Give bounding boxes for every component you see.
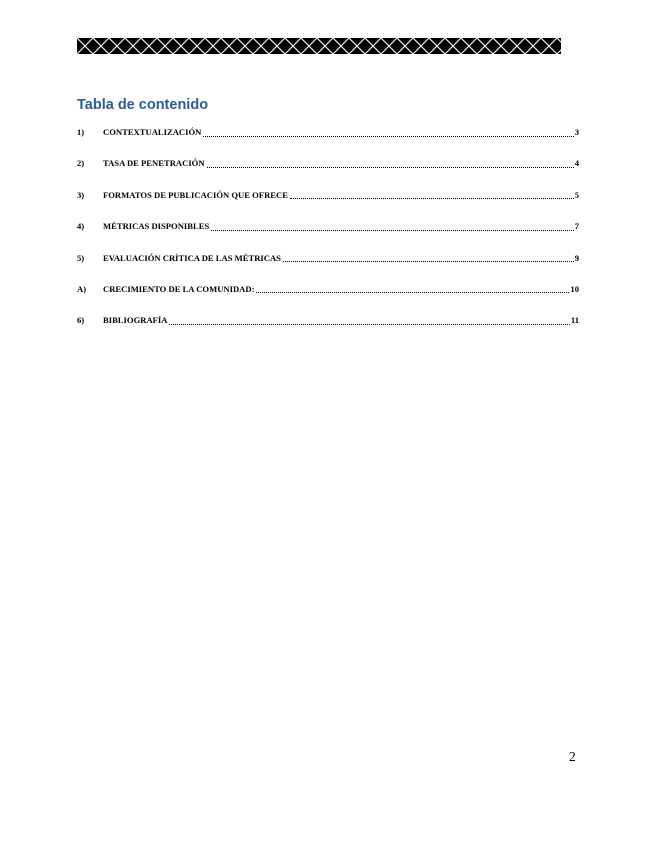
toc-entry-page[interactable]: 3: [574, 127, 579, 137]
toc-dot-leader: [256, 280, 569, 298]
toc-entry-page[interactable]: 10: [570, 283, 579, 294]
toc-entry-page[interactable]: 11: [570, 315, 579, 326]
toc-entry-page[interactable]: 4: [574, 158, 579, 169]
toc-entry-label[interactable]: FORMATOS DE PUBLICACIÓN QUE OFRECE: [103, 189, 288, 200]
toc-entry[interactable]: [77, 154, 579, 185]
toc-list: [77, 123, 579, 343]
toc-entry-number: 2): [77, 158, 85, 169]
toc-entry-label[interactable]: TASA DE PENETRACIÓN: [103, 158, 205, 169]
toc-entry-number: 5): [77, 252, 85, 263]
toc-entry-label[interactable]: BIBLIOGRAFÍA: [103, 315, 168, 326]
toc-entry[interactable]: [77, 311, 579, 342]
toc-entry[interactable]: [77, 186, 579, 217]
decorative-header-band: [77, 38, 561, 54]
toc-dot-leader: [283, 249, 574, 267]
toc-entry-page[interactable]: 9: [574, 252, 579, 263]
toc-entry-label[interactable]: CRECIMIENTO DE LA COMUNIDAD:: [103, 283, 255, 294]
toc-dot-leader: [203, 123, 573, 141]
toc-entry[interactable]: [77, 280, 579, 311]
toc-dot-leader: [169, 311, 569, 329]
toc-entry-label[interactable]: EVALUACIÓN CRÍTICA DE LAS MÉTRICAS: [103, 252, 281, 263]
toc-entry-number: 3): [77, 189, 85, 200]
toc-entry[interactable]: [77, 123, 579, 154]
toc-entry-page[interactable]: 5: [574, 189, 579, 200]
toc-entry-page[interactable]: 7: [574, 221, 579, 232]
toc-entry[interactable]: [77, 249, 579, 280]
toc-dot-leader: [211, 217, 573, 235]
toc-entry-label[interactable]: CONTEXTUALIZACIÓN: [103, 127, 202, 137]
toc-title: Tabla de contenido: [77, 97, 209, 113]
toc-dot-leader: [207, 154, 574, 172]
toc-dot-leader: [290, 186, 574, 204]
toc-entry-number: A): [77, 283, 87, 294]
toc-entry-number: 4): [77, 221, 85, 232]
toc-entry-number: 6): [77, 315, 85, 326]
toc-entry-label[interactable]: MÉTRICAS DISPONIBLES: [103, 221, 210, 232]
toc-entry[interactable]: [77, 217, 579, 248]
toc-entry-number: 1): [77, 127, 85, 137]
page-number: 2: [569, 749, 576, 764]
